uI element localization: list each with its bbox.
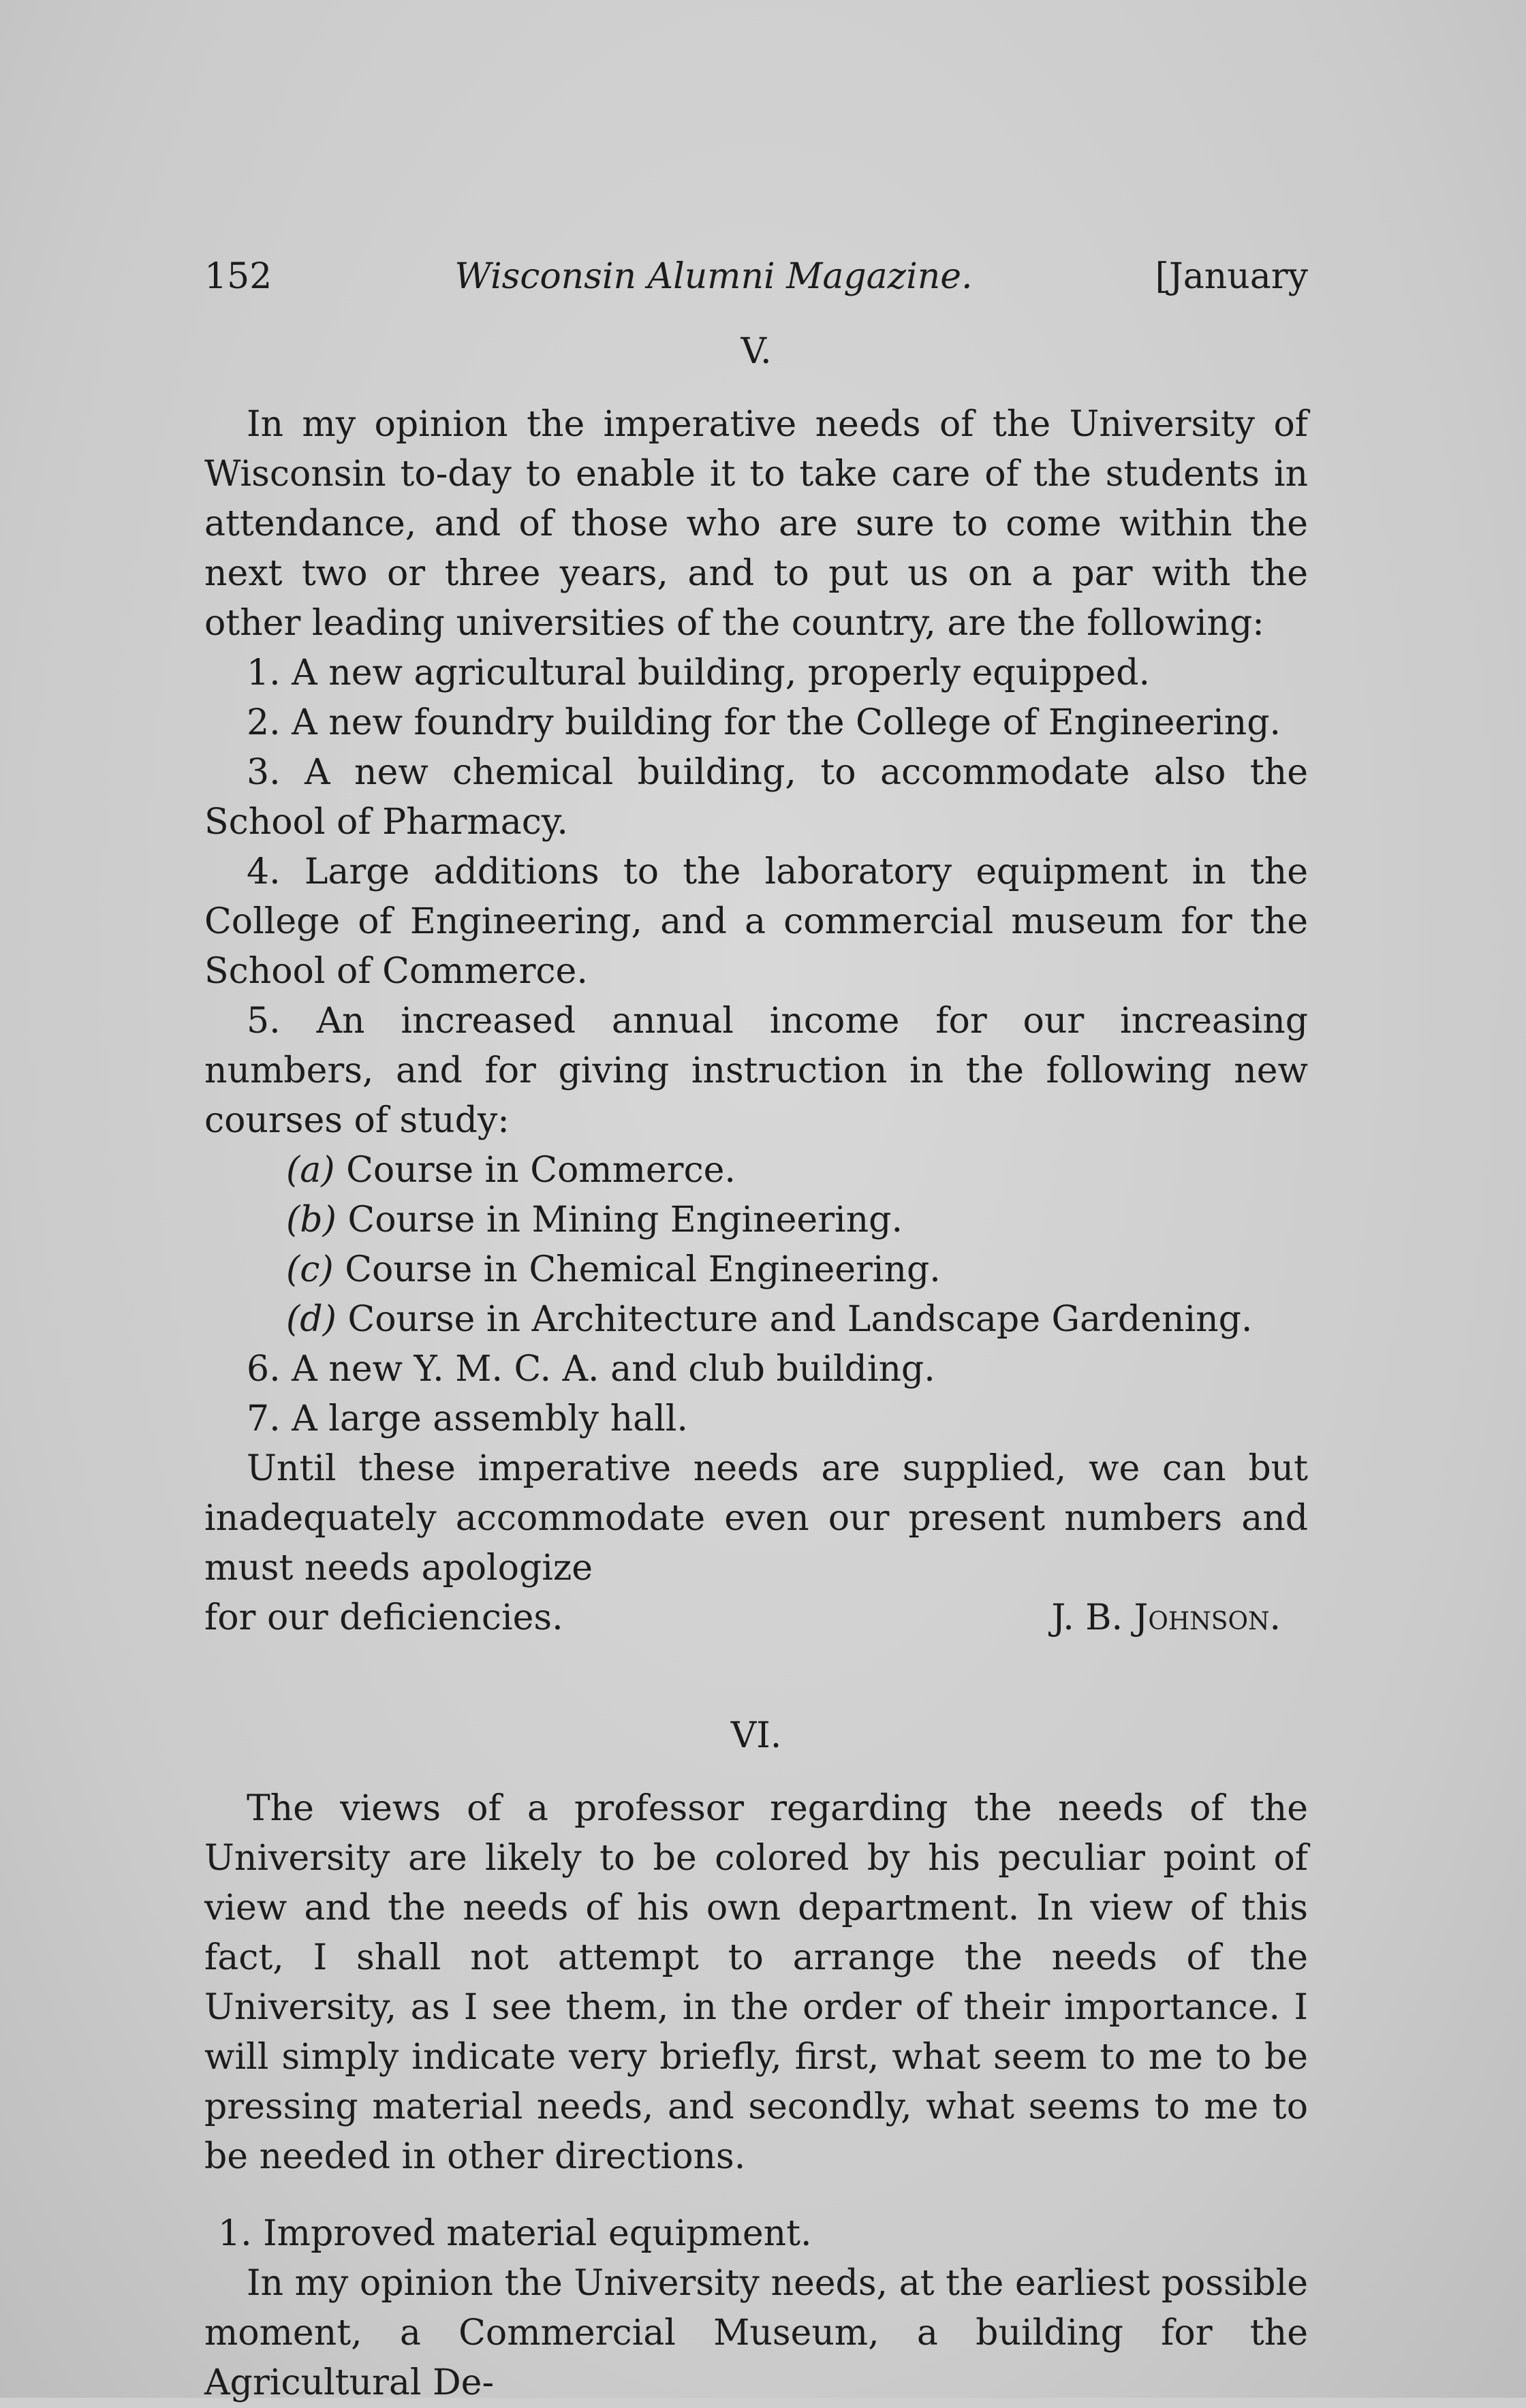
list-item: 4. Large additions to the laboratory equipment in the College of Engineering, and a commercial museum for the School of Commerce. bbox=[204, 851, 1308, 992]
list-item: 3. A new chemical building, to accommodate also the School of Pharmacy. bbox=[204, 752, 1308, 843]
list-item: 6. A new Y. M. C. A. and club building. bbox=[247, 1349, 935, 1390]
journal-title: Wisconsin Alumni Magazine. bbox=[454, 256, 973, 297]
section-heading-v: V. bbox=[741, 331, 772, 372]
course-item: (b) Course in Mining Engineering. bbox=[286, 1200, 903, 1240]
course-item: (c) Course in Chemical Engineering. bbox=[286, 1249, 941, 1290]
list-item: 2. A new foundry building for the College of Engineering. bbox=[247, 702, 1281, 743]
header-month: [January bbox=[1155, 256, 1308, 297]
section-vi-intro: The views of a professor regarding the needs of the University are likely to be colored by his peculiar point of view and the needs of his own department. In view of this fact, I shall not attempt to arrange the needs of the University, as I see them, in the order of their importance. I will simply indicate very briefly, first, what seem to me to be pressing material needs, and secondly, what seems to me to be needed in other directions. bbox=[204, 1788, 1308, 2177]
subheading: 1. Improved material equipment. bbox=[218, 2213, 812, 2254]
section-heading-vi: VI. bbox=[730, 1715, 782, 1756]
closing-end: for our deficiencies. bbox=[204, 1597, 563, 1638]
section-vi-para: In my opinion the University needs, at the earliest possible moment, a Commercial Museum, a building for the Agricultural De- bbox=[204, 2263, 1308, 2403]
author-signature: J. B. Johnson. bbox=[1051, 1597, 1281, 1638]
section-v-closing: Until these imperative needs are supplied, we can but inadequately accommodate even our present numbers and must needs apologize bbox=[204, 1448, 1308, 1589]
course-item: (a) Course in Commerce. bbox=[286, 1150, 736, 1191]
list-item: 5. An increased annual income for our increasing numbers, and for giving instruction in the following new courses of study: bbox=[204, 1001, 1308, 1141]
course-item: (d) Course in Architecture and Landscape Gardening. bbox=[286, 1299, 1253, 1340]
list-item: 7. A large assembly hall. bbox=[247, 1398, 688, 1439]
text-column bbox=[204, 252, 1308, 2408]
section-v-intro: In my opinion the imperative needs of the University of Wisconsin to-day to enable it to take care of the students in attendance, and of those who are sure to come within the next two or three years, and to put us on a par with the other leading universities of the country, are the following: bbox=[204, 404, 1308, 644]
page-number: 152 bbox=[204, 256, 272, 297]
running-header bbox=[204, 252, 1308, 307]
signature-line bbox=[204, 1593, 1308, 1643]
list-item: 1. A new agricultural building, properly equipped. bbox=[247, 653, 1150, 693]
